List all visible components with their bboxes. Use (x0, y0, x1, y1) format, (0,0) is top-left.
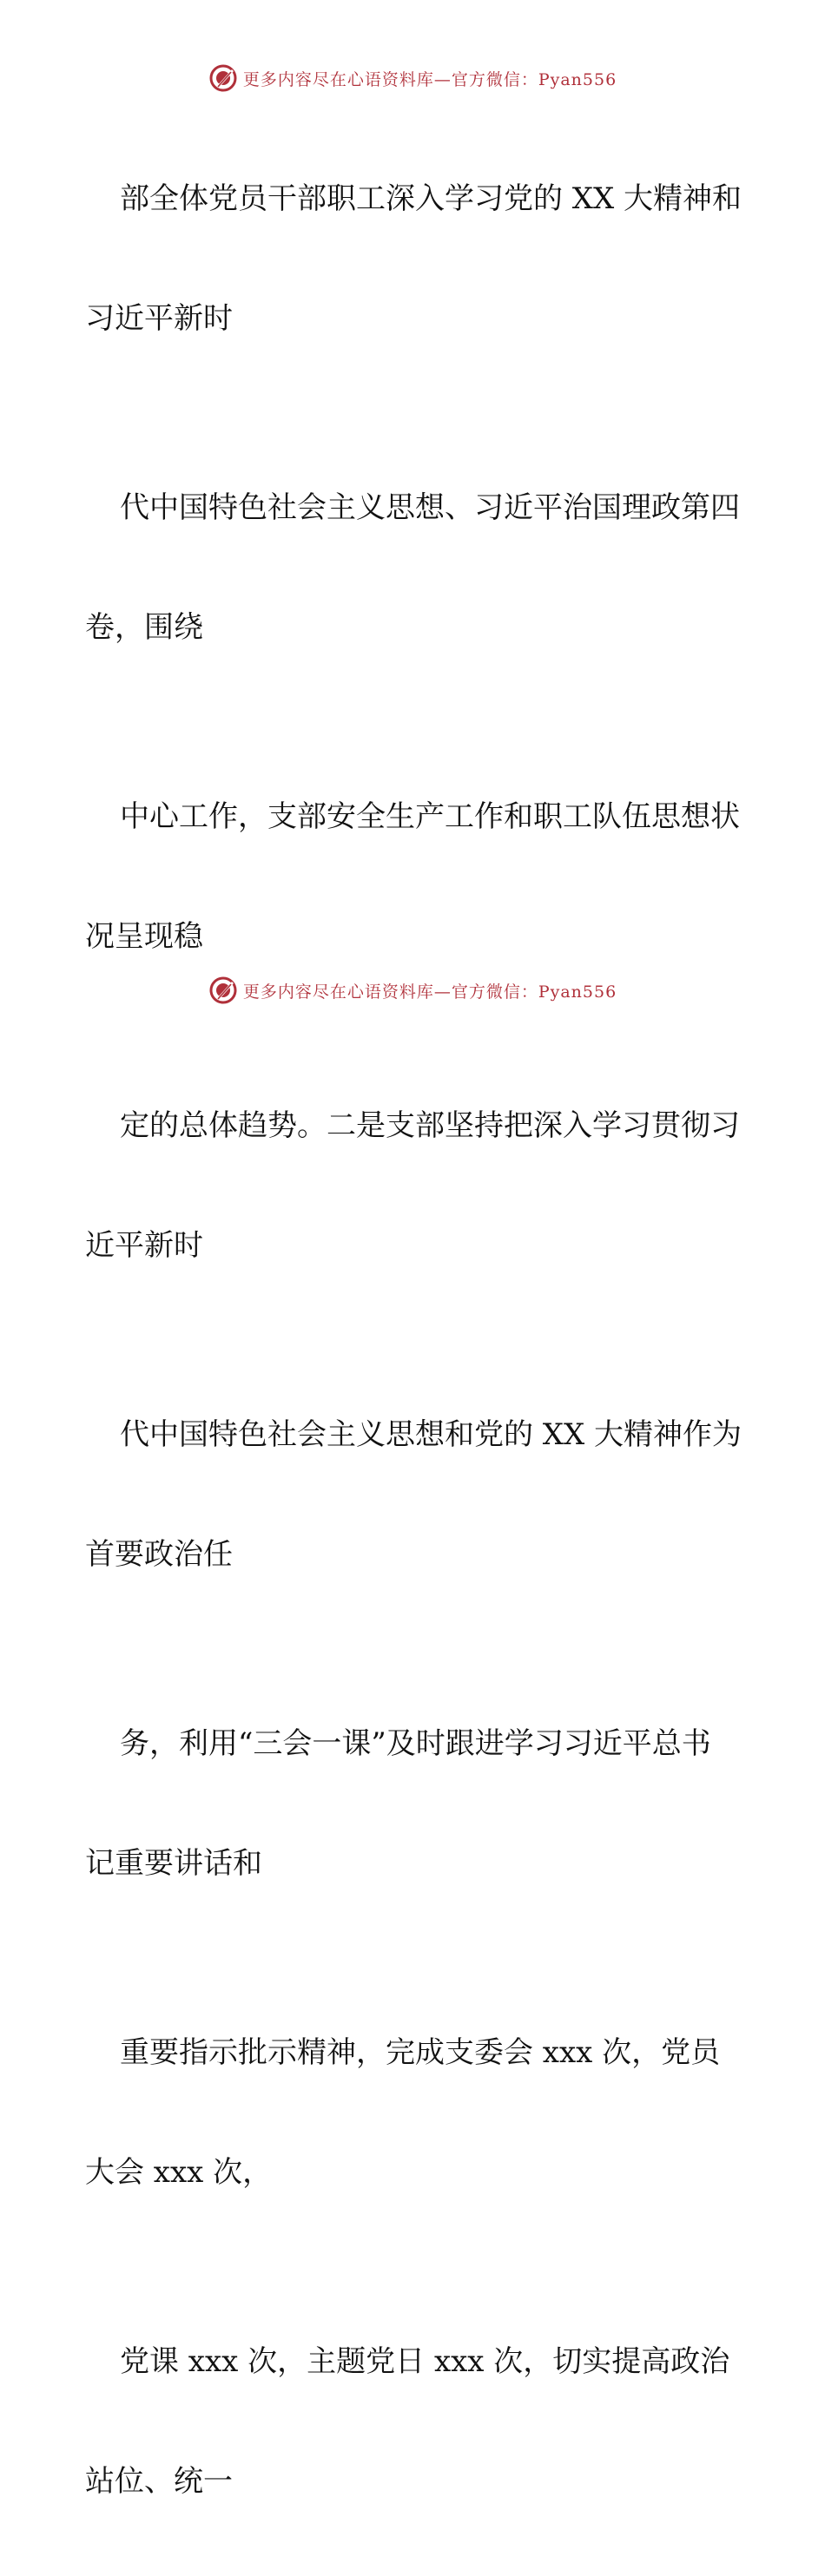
document-body (85, 104, 745, 2576)
text-line: 党课 xxx 次，主题党日 xxx 次，切实提高政治 (120, 2344, 730, 2379)
text-line: 首要政治任 (85, 1537, 233, 1572)
paragraph (85, 1031, 745, 1340)
text-line: 卷，围绕 (85, 610, 203, 645)
paragraph (85, 1340, 745, 1649)
text-line: 部全体党员干部职工深入学习党的 XX 大精神和 (120, 181, 742, 216)
text-line: 代中国特色社会主义思想和党的 XX 大精神作为 (120, 1417, 742, 1452)
paragraph (85, 2267, 745, 2576)
text-line: 务，利用“三会一课”及时跟进学习习近平总书 (120, 1726, 711, 1761)
text-line: 近平新时 (85, 1228, 203, 1263)
header-watermark-banner (0, 61, 825, 95)
footer-watermark-banner (0, 973, 825, 1008)
text-line: 定的总体趋势。二是支部坚持把深入学习贯彻习 (120, 1108, 740, 1143)
text-line: 况呈现稳 (85, 919, 203, 954)
text-line: 记重要讲话和 (85, 1846, 262, 1881)
text-line: 代中国特色社会主义思想、习近平治国理政第四 (120, 490, 740, 525)
watermark-text: 更多内容尽在心语资料库—官方微信：Pyan556 (242, 69, 617, 89)
text-line: 站位、统一 (85, 2464, 233, 2499)
text-line: 习近平新时 (85, 301, 233, 336)
paragraph (85, 104, 745, 413)
text-line: 中心工作，支部安全生产工作和职工队伍思想状 (120, 799, 740, 834)
red-quill-emblem-icon (208, 976, 238, 1005)
text-line: 重要指示批示精神，完成支委会 xxx 次，党员 (120, 2035, 721, 2070)
watermark-text: 更多内容尽在心语资料库—官方微信：Pyan556 (242, 982, 617, 1002)
red-quill-emblem-icon (208, 63, 238, 93)
paragraph (85, 1649, 745, 1958)
paragraph (85, 1958, 745, 2267)
paragraph (85, 413, 745, 722)
text-line: 大会 xxx 次， (85, 2155, 273, 2190)
